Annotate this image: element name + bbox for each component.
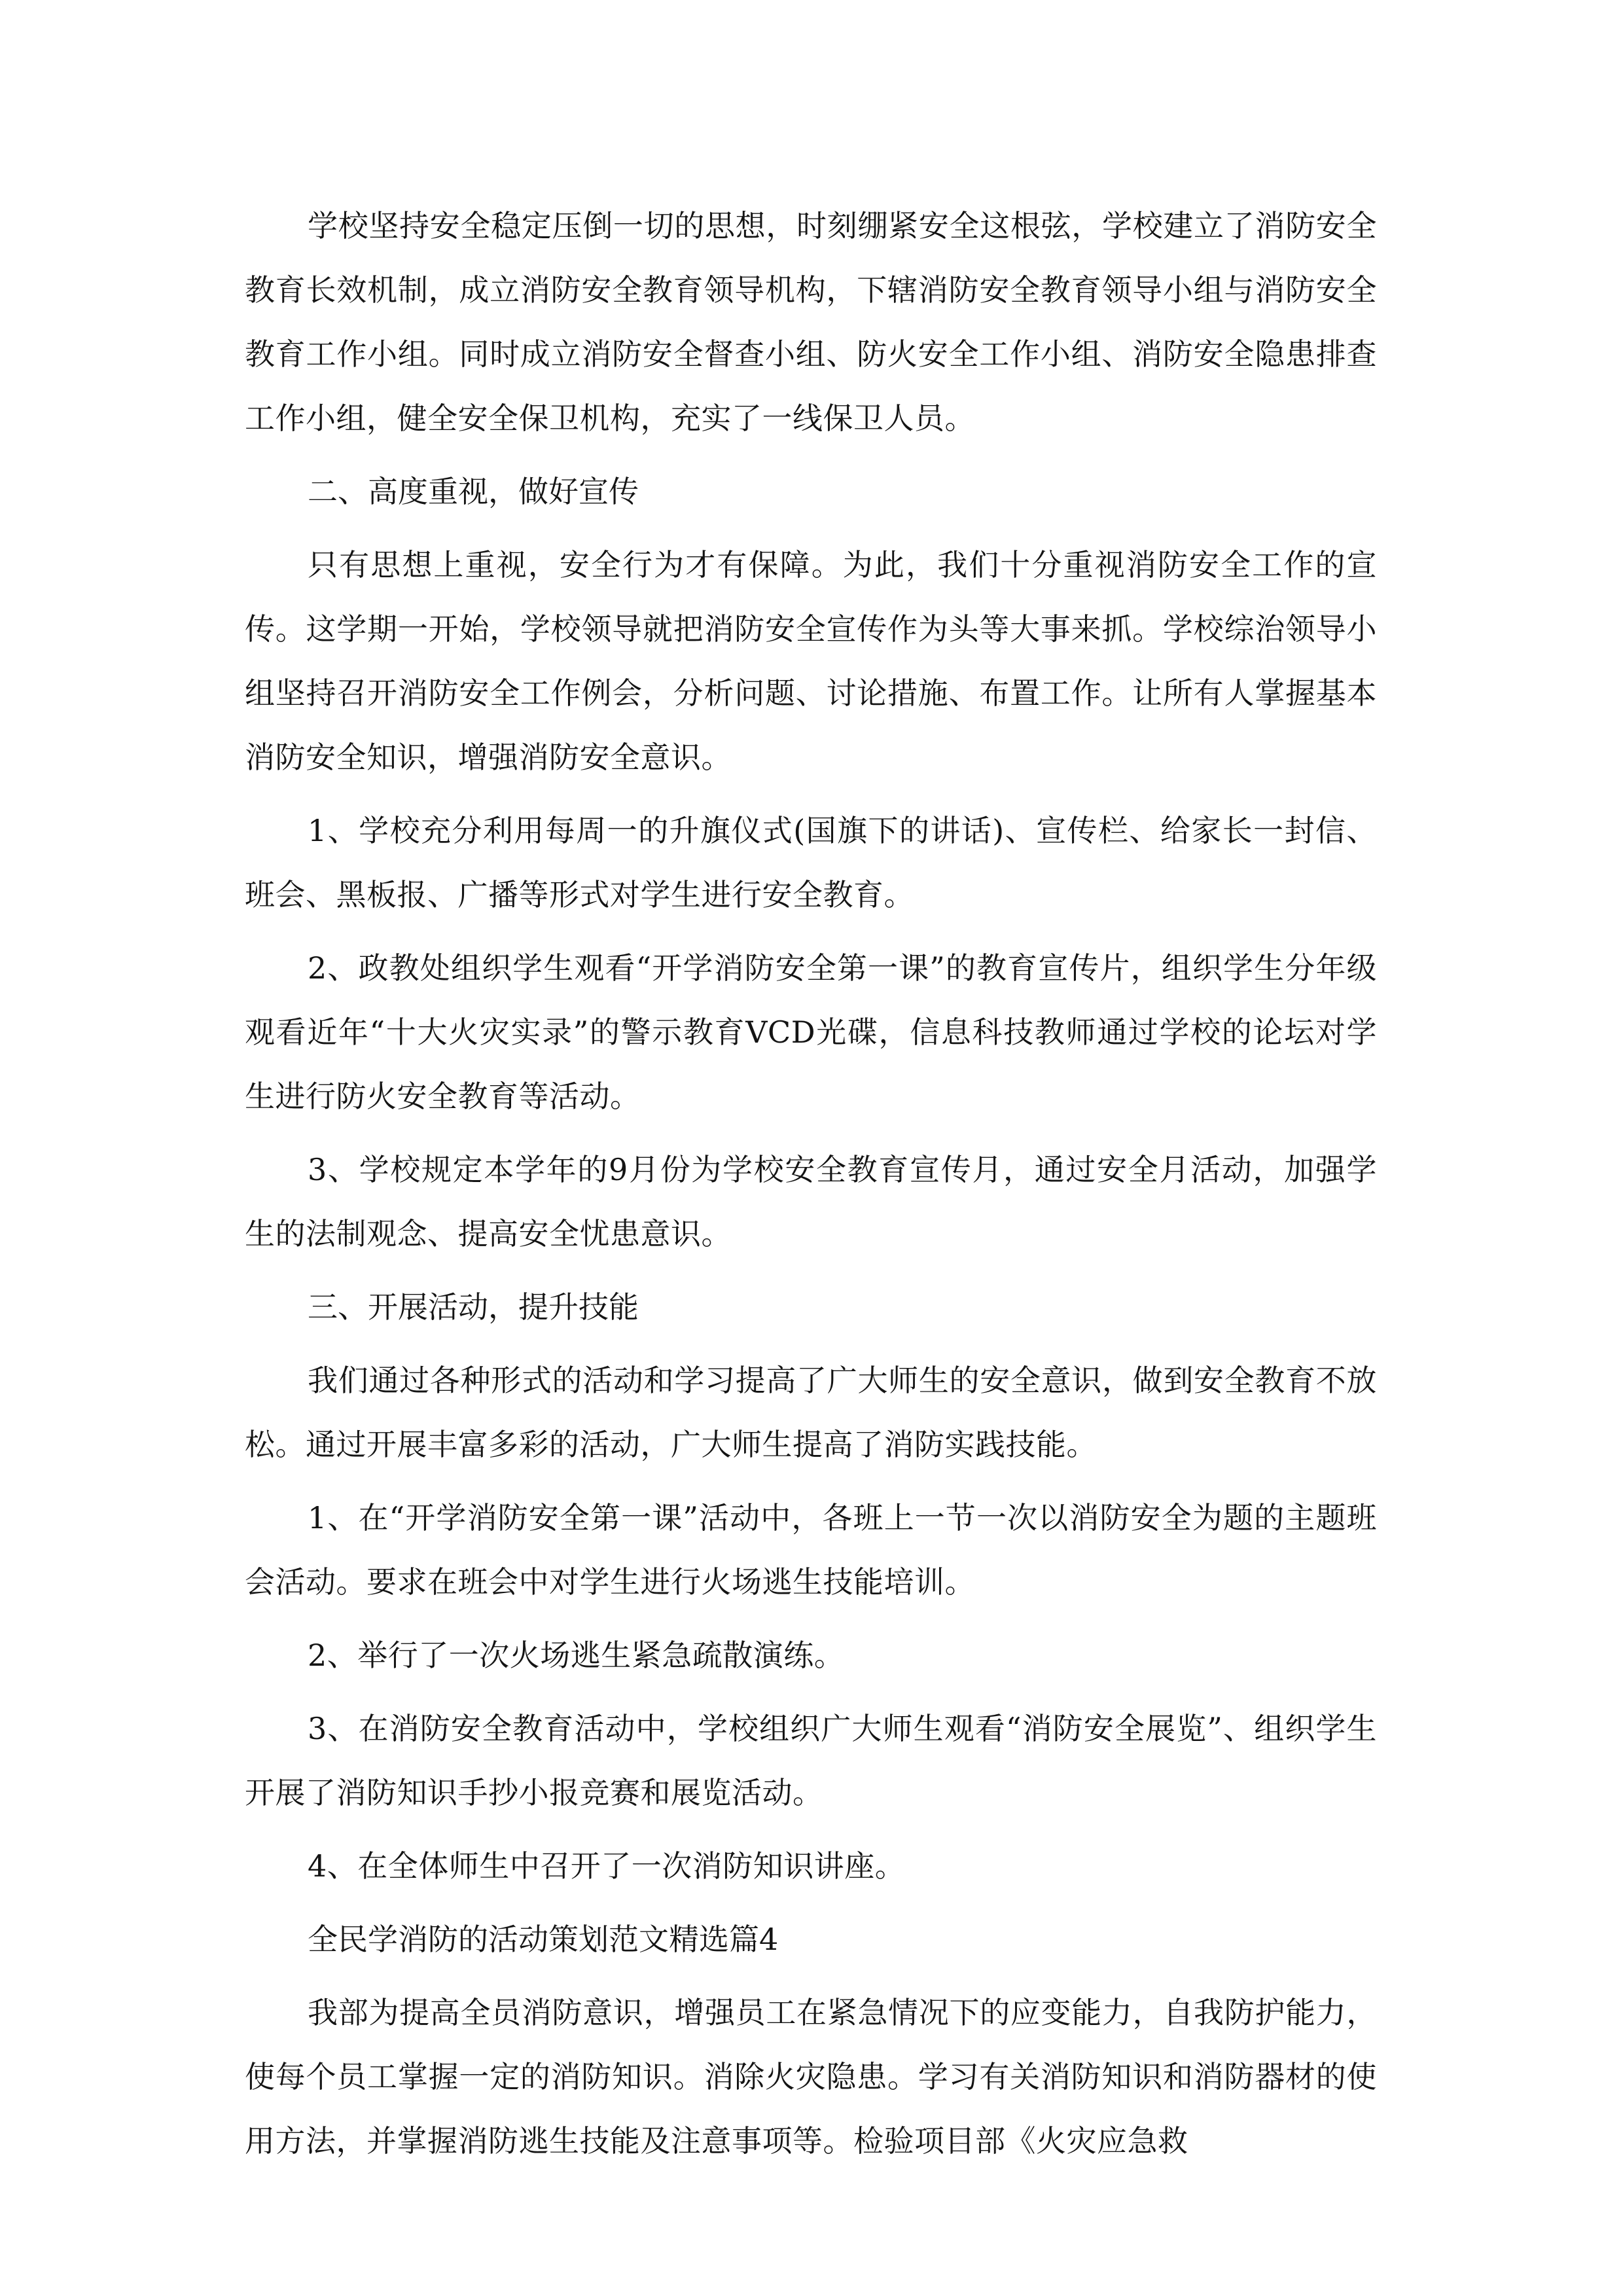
paragraph-publicity: 只有思想上重视，安全行为才有保障。为此，我们十分重视消防安全工作的宣传。这学期一开始，学校领导就把消防安全宣传作为头等大事来抓。学校综治领导小组坚持召开消防安全工作例会，分析问题、讨论措施、布置工作。让所有人掌握基本消防安全知识，增强消防安全意识。	[245, 547, 1377, 775]
section-heading-activities: 三、开展活动，提升技能	[308, 1289, 639, 1325]
section-heading-publicity: 二、高度重视，做好宣传	[308, 474, 639, 509]
list-item-publicity-1: 1、学校充分利用每周一的升旗仪式(国旗下的讲话)、宣传栏、给家长一封信、班会、黑板报、广播等形式对学生进行安全教育。	[245, 813, 1377, 912]
list-item-activities-2: 2、举行了一次火场逃生紧急疏散演练。	[308, 1638, 845, 1673]
paragraph-activities: 我们通过各种形式的活动和学习提高了广大师生的安全意识，做到安全教育不放松。通过开展丰富多彩的活动，广大师生提高了消防实践技能。	[245, 1363, 1377, 1462]
document-body	[245, 194, 1377, 2182]
paragraph-organization: 学校坚持安全稳定压倒一切的思想，时刻绷紧安全这根弦，学校建立了消防安全教育长效机制，成立消防安全教育领导机构，下辖消防安全教育领导小组与消防安全教育工作小组。同时成立消防安全督查小组、防火安全工作小组、消防安全隐患排查工作小组，健全安全保卫机构，充实了一线保卫人员。	[245, 208, 1377, 436]
paragraph-part-4-intro: 我部为提高全员消防意识，增强员工在紧急情况下的应变能力，自我防护能力，使每个员工掌握一定的消防知识。消除火灾隐患。学习有关消防知识和消防器材的使用方法，并掌握消防逃生技能及注意事项等。检验项目部《火灾应急救	[245, 1995, 1377, 2159]
list-item-activities-4: 4、在全体师生中召开了一次消防知识讲座。	[308, 1848, 906, 1884]
list-item-activities-3: 3、在消防安全教育活动中，学校组织广大师生观看“消防安全展览”、组织学生开展了消防知识手抄小报竞赛和展览活动。	[245, 1711, 1377, 1810]
list-item-activities-1: 1、在“开学消防安全第一课”活动中，各班上一节一次以消防安全为题的主题班会活动。要求在班会中对学生进行火场逃生技能培训。	[245, 1500, 1377, 1600]
list-item-publicity-2: 2、政教处组织学生观看“开学消防安全第一课”的教育宣传片，组织学生分年级观看近年“十大火灾实录”的警示教育VCD光碟，信息科技教师通过学校的论坛对学生进行防火安全教育等活动。	[245, 950, 1377, 1114]
list-item-publicity-3: 3、学校规定本学年的9月份为学校安全教育宣传月，通过安全月活动，加强学生的法制观念、提高安全忧患意识。	[245, 1152, 1377, 1251]
article-title-part-4: 全民学消防的活动策划范文精选篇4	[308, 1922, 779, 1957]
